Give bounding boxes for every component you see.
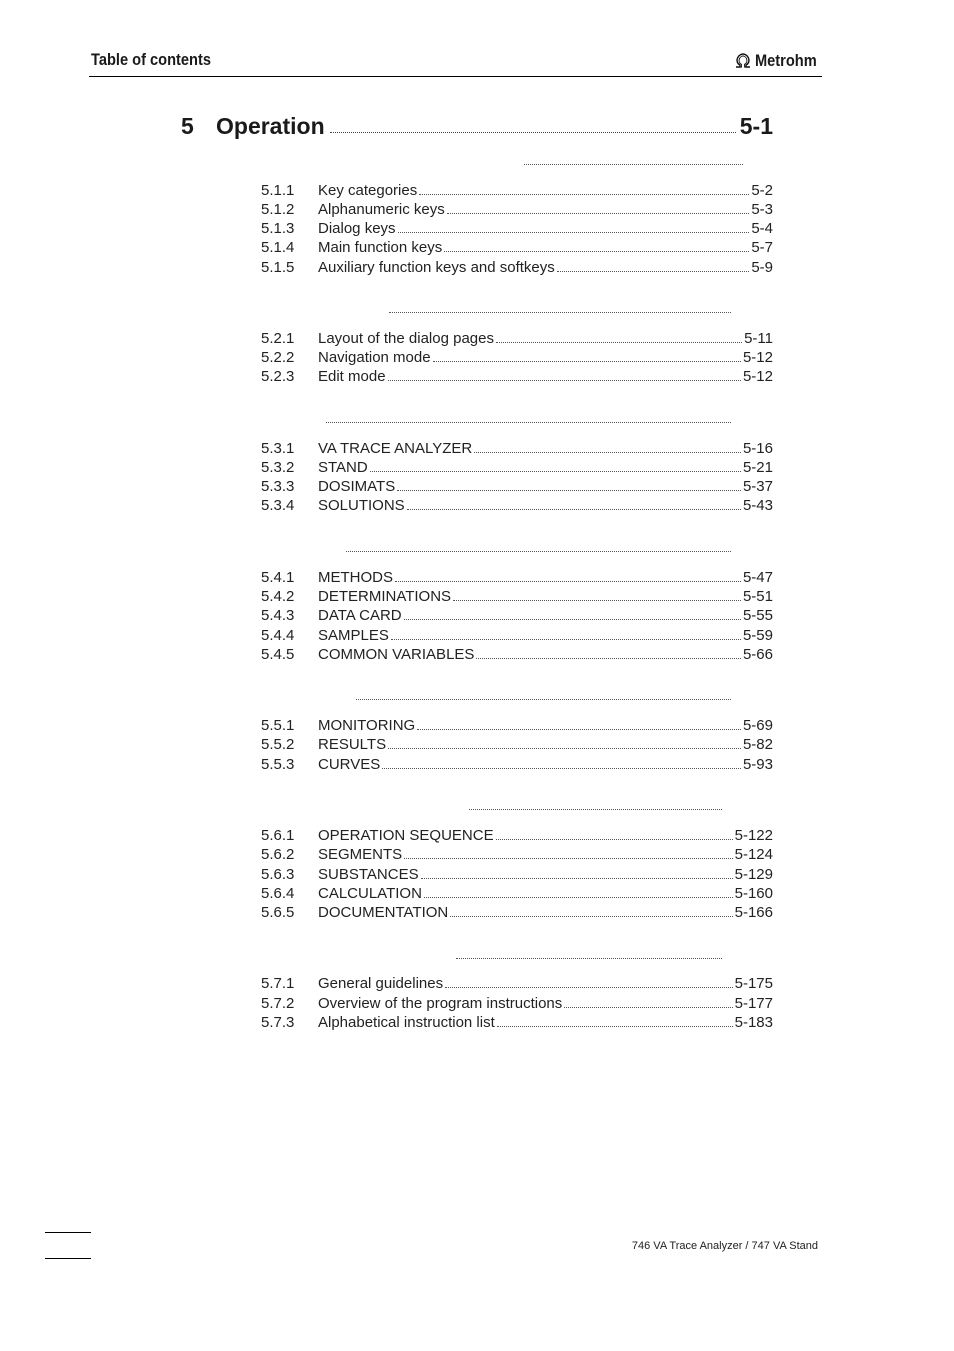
toc-entry-number: 5.5.3: [261, 756, 295, 773]
footer-rule-bottom: [45, 1258, 91, 1259]
toc-entry-page: 5-82: [742, 736, 773, 753]
toc-entry[interactable]: [261, 625, 773, 644]
toc-entry-leader: [382, 768, 741, 769]
toc-entry-leader: [388, 748, 741, 749]
toc-entry-page: 5-177: [734, 995, 773, 1012]
toc-entry[interactable]: [261, 844, 773, 863]
brand-logo: [733, 50, 827, 72]
brand-name: Metrohm: [755, 51, 817, 70]
toc-entry[interactable]: [261, 218, 773, 237]
toc-entry-title: DETERMINATIONS: [318, 588, 452, 605]
toc-entry-number: 5.7.1: [261, 975, 295, 992]
toc-entry-page: 5-51: [742, 588, 773, 605]
toc-entry-number: 5.3.1: [261, 440, 295, 457]
toc-entry-number: 5.6.4: [261, 885, 295, 902]
toc-entry[interactable]: [261, 864, 773, 883]
toc-entry-leader: [417, 729, 741, 730]
toc-entry-leader: [564, 1007, 732, 1008]
toc-entry-number: 5.1.5: [261, 259, 295, 276]
toc-entry-leader: [496, 342, 742, 343]
toc-entry-number: 5.1.1: [261, 182, 295, 199]
toc-entry[interactable]: [261, 257, 773, 276]
toc-entry-leader: [433, 361, 741, 362]
toc-entry-title: CALCULATION: [318, 885, 422, 902]
toc-entry-leader: [419, 194, 749, 195]
toc-entry-leader: [395, 581, 741, 582]
toc-entry-page: 5-21: [742, 459, 773, 476]
toc-entry-leader: [447, 213, 750, 214]
toc-entry-page: 5-69: [742, 717, 773, 734]
toc-entry-page: 5-66: [742, 646, 773, 663]
toc-entry-title: Edit mode: [318, 368, 386, 385]
toc-entry-title: SOLUTIONS: [318, 497, 405, 514]
toc-entry-leader: [397, 490, 741, 491]
toc-entry-number: 5.6.1: [261, 827, 295, 844]
toc-entry-page: 5-175: [734, 975, 773, 992]
toc-entry[interactable]: [261, 347, 773, 366]
toc-entry[interactable]: [261, 825, 773, 844]
toc-entry-leader: [391, 639, 741, 640]
toc-entry-number: 5.4.4: [261, 627, 295, 644]
toc-entry-leader: [453, 600, 741, 601]
toc-entry-page: 5-55: [742, 607, 773, 624]
section-heading-leader[interactable]: [456, 940, 722, 959]
section-heading-leader[interactable]: [524, 146, 743, 165]
toc-entry[interactable]: [261, 973, 773, 992]
toc-entry-page: 5-2: [751, 182, 773, 199]
section-heading-leader[interactable]: [356, 681, 731, 700]
toc-entry[interactable]: [261, 237, 773, 256]
section-heading-leader[interactable]: [346, 533, 731, 552]
section-heading-leader[interactable]: [389, 294, 731, 313]
toc-entry-number: 5.1.4: [261, 239, 295, 256]
header-rule: [89, 76, 822, 77]
toc-entry[interactable]: [261, 567, 773, 586]
chapter-number: 5: [181, 113, 194, 139]
section-heading-leader[interactable]: [469, 791, 722, 810]
toc-entry-number: 5.1.3: [261, 220, 295, 237]
toc-entry-title: Layout of the dialog pages: [318, 330, 494, 347]
toc-entry-number: 5.6.2: [261, 846, 295, 863]
toc-entry-number: 5.7.2: [261, 995, 295, 1012]
toc-entry[interactable]: [261, 1012, 773, 1031]
toc-entry-leader: [398, 232, 750, 233]
toc-entry-number: 5.4.2: [261, 588, 295, 605]
toc-entry-number: 5.4.5: [261, 646, 295, 663]
toc-entry-number: 5.3.4: [261, 497, 295, 514]
toc-entry-title: COMMON VARIABLES: [318, 646, 475, 663]
toc-entry-leader: [424, 897, 733, 898]
toc-entry-page: 5-9: [751, 259, 773, 276]
toc-entry-title: VA TRACE ANALYZER: [318, 440, 473, 457]
chapter-leader: [330, 132, 736, 133]
toc-entry-number: 5.5.2: [261, 736, 295, 753]
toc-entry-page: 5-12: [742, 368, 773, 385]
toc-entry-title: Navigation mode: [318, 349, 431, 366]
toc-entry[interactable]: [261, 644, 773, 663]
toc-entry[interactable]: [261, 715, 773, 734]
toc-entry-leader: [404, 619, 741, 620]
toc-entry-title: Key categories: [318, 182, 418, 199]
toc-entry-title: Alphanumeric keys: [318, 201, 445, 218]
toc-entry-title: DOSIMATS: [318, 478, 396, 495]
toc-entry-title: METHODS: [318, 569, 393, 586]
chapter-page: 5-1: [739, 113, 773, 139]
toc-entry[interactable]: [261, 476, 773, 495]
toc-entry-page: 5-93: [742, 756, 773, 773]
toc-entry-title: Dialog keys: [318, 220, 396, 237]
toc-entry[interactable]: [261, 993, 773, 1012]
toc-entry-title: Overview of the program instructions: [318, 995, 563, 1012]
toc-entry-page: 5-183: [734, 1014, 773, 1031]
toc-entry-number: 5.4.3: [261, 607, 295, 624]
footer-product-name: 746 VA Trace Analyzer / 747 VA Stand: [631, 1240, 818, 1252]
toc-entry-number: 5.1.2: [261, 201, 295, 218]
toc-entry[interactable]: [261, 883, 773, 902]
toc-entry-title: DATA CARD: [318, 607, 402, 624]
toc-entry-title: OPERATION SEQUENCE: [318, 827, 494, 844]
toc-entry-number: 5.3.3: [261, 478, 295, 495]
toc-entry-number: 5.6.3: [261, 866, 295, 883]
toc-entry-leader: [370, 471, 741, 472]
toc-entry-leader: [557, 271, 750, 272]
section-heading-leader[interactable]: [326, 404, 731, 423]
toc-entry-title: MONITORING: [318, 717, 416, 734]
toc-entry-number: 5.3.2: [261, 459, 295, 476]
toc-entry[interactable]: [261, 180, 773, 199]
toc-entry-number: 5.4.1: [261, 569, 295, 586]
toc-entry[interactable]: [261, 366, 773, 385]
toc-entry-page: 5-12: [742, 349, 773, 366]
toc-entry-page: 5-43: [742, 497, 773, 514]
toc-entry-page: 5-4: [751, 220, 773, 237]
toc-entry-leader: [444, 251, 749, 252]
toc-entry-title: Auxiliary function keys and softkeys: [318, 259, 555, 276]
toc-entry-title: DOCUMENTATION: [318, 904, 449, 921]
toc-entry-page: 5-37: [742, 478, 773, 495]
toc-entry-title: CURVES: [318, 756, 381, 773]
toc-entry-number: 5.2.1: [261, 330, 295, 347]
chapter-heading[interactable]: [181, 106, 773, 140]
toc-entry-leader: [404, 858, 732, 859]
toc-entry-leader: [476, 658, 741, 659]
toc-entry[interactable]: [261, 199, 773, 218]
toc-entry-leader: [474, 452, 741, 453]
toc-entry-leader: [407, 509, 741, 510]
toc-entry[interactable]: [261, 586, 773, 605]
toc-entry-leader: [497, 1026, 733, 1027]
toc-entry-number: 5.2.3: [261, 368, 295, 385]
toc-entry-number: 5.5.1: [261, 717, 295, 734]
toc-entry-page: 5-7: [751, 239, 773, 256]
toc-entry-number: 5.7.3: [261, 1014, 295, 1031]
toc-entry-number: 5.6.5: [261, 904, 295, 921]
toc-entry-leader: [421, 878, 733, 879]
toc-entry-leader: [496, 839, 733, 840]
toc-entry[interactable]: [261, 457, 773, 476]
running-header-title: Table of contents: [91, 50, 211, 69]
toc-entry-page: 5-124: [734, 846, 773, 863]
footer-rule-top: [45, 1232, 91, 1233]
toc-entry[interactable]: [261, 754, 773, 773]
toc-entry[interactable]: [261, 495, 773, 514]
toc-entry-title: Alphabetical instruction list: [318, 1014, 495, 1031]
toc-entry-leader: [450, 916, 732, 917]
toc-entry-number: 5.2.2: [261, 349, 295, 366]
toc-entry-title: SUBSTANCES: [318, 866, 419, 883]
toc-entry-page: 5-47: [742, 569, 773, 586]
toc-entry-page: 5-160: [734, 885, 773, 902]
chapter-title: Operation: [216, 113, 325, 139]
toc-entry-title: Main function keys: [318, 239, 443, 256]
toc-entry-page: 5-3: [751, 201, 773, 218]
toc-entry-title: General guidelines: [318, 975, 444, 992]
toc-entry-leader: [388, 380, 741, 381]
toc-entry-page: 5-59: [742, 627, 773, 644]
toc-entry-page: 5-166: [734, 904, 773, 921]
toc-entry[interactable]: [261, 328, 773, 347]
toc-entry-page: 5-129: [734, 866, 773, 883]
toc-entry[interactable]: [261, 438, 773, 457]
toc-entry[interactable]: [261, 734, 773, 753]
toc-entry-leader: [445, 987, 733, 988]
toc-entry[interactable]: [261, 902, 773, 921]
toc-entry-title: RESULTS: [318, 736, 387, 753]
metrohm-omega-icon: [733, 51, 753, 71]
toc-entry-page: 5-16: [742, 440, 773, 457]
toc-entry[interactable]: [261, 605, 773, 624]
toc-entry-title: SEGMENTS: [318, 846, 403, 863]
toc-entry-page: 5-11: [744, 330, 773, 347]
toc-entry-title: STAND: [318, 459, 368, 476]
toc-entry-title: SAMPLES: [318, 627, 389, 644]
toc-entry-page: 5-122: [734, 827, 773, 844]
